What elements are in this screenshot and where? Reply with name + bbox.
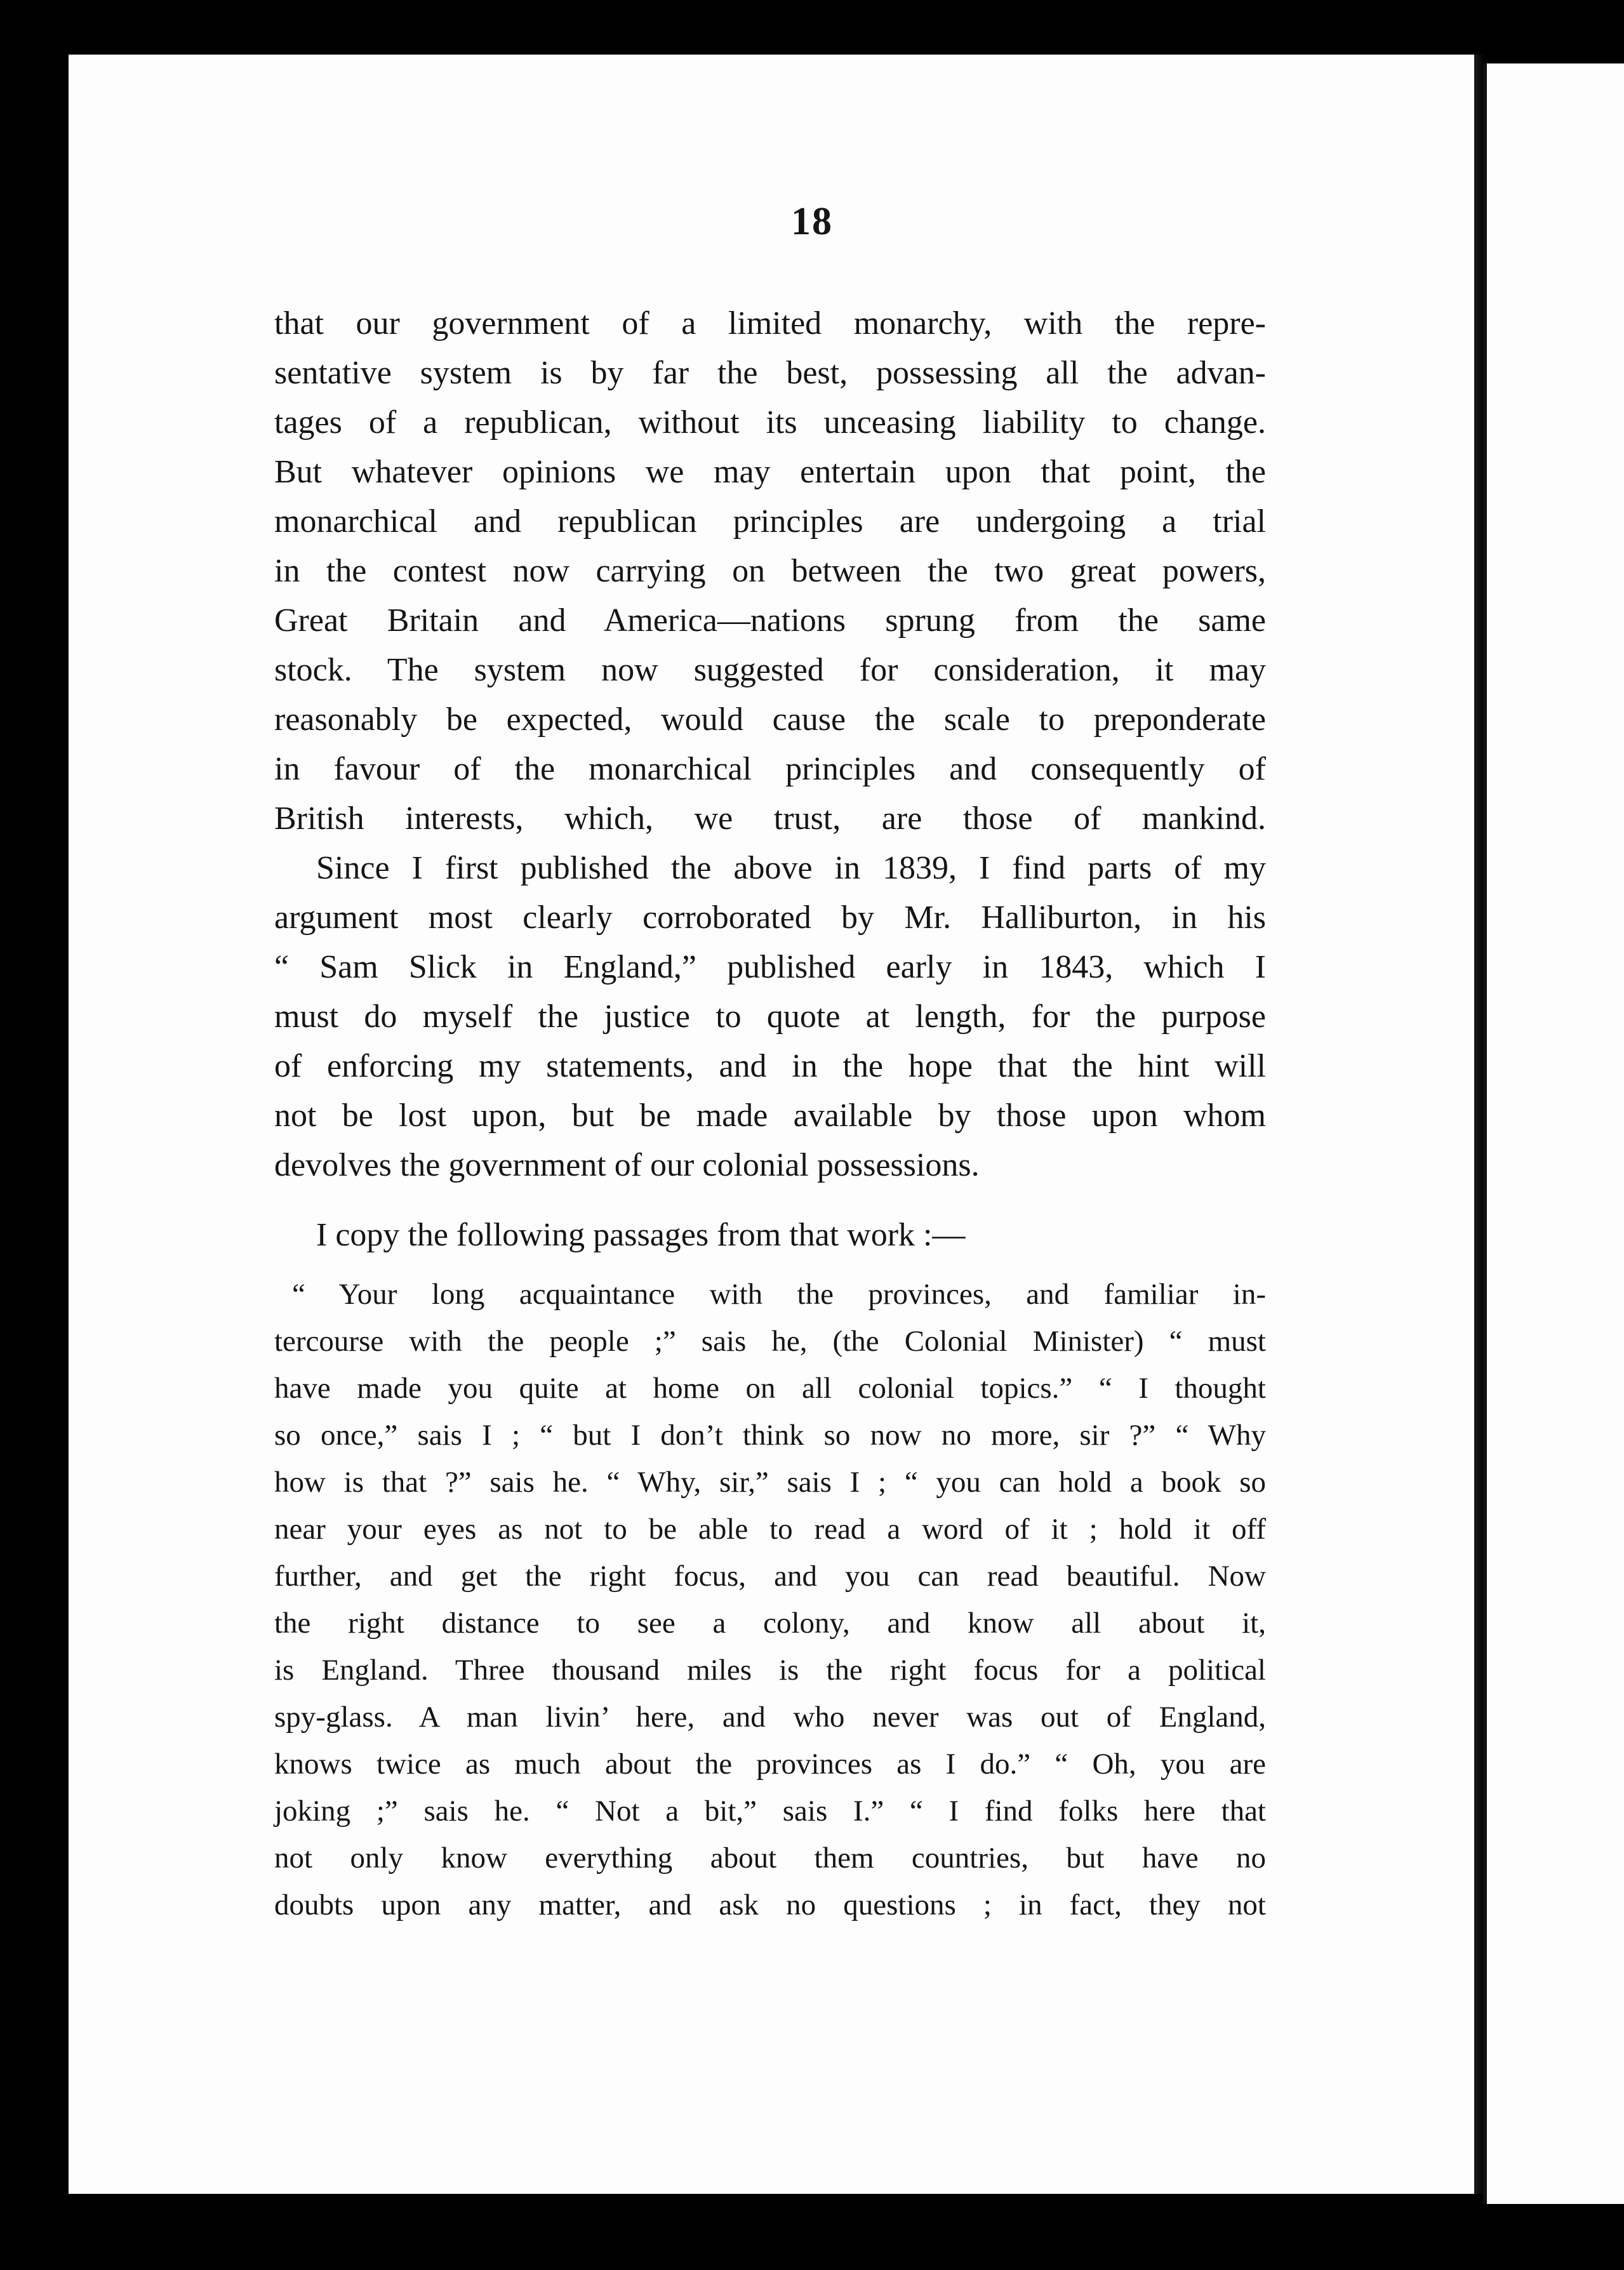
quote-line: so once,” sais I ; “ but I don’t think so now no more, sir ?” “ Why [274, 1419, 1266, 1452]
quote-line: tercourse with the people ;” sais he, (the Colonial Minister) “ must [274, 1325, 1266, 1358]
text-line: in the contest now carrying on between the two great powers, [274, 553, 1266, 589]
text-line: Great Britain and America—nations sprung from the same [274, 602, 1266, 639]
quote-line: “ Your long acquaintance with the provinces, and familiar in- [292, 1278, 1266, 1311]
quote-line: joking ;” sais he. “ Not a bit,” sais I.” “ I find folks here that [274, 1795, 1266, 1828]
text-line: I copy the following passages from that work :— [316, 1217, 966, 1253]
text-line: in favour of the monarchical principles and consequently of [274, 751, 1266, 787]
text-line: sentative system is by far the best, possessing all the advan- [274, 355, 1266, 391]
quote-line: further, and get the right focus, and you can read beautiful. Now [274, 1560, 1266, 1593]
quote-line: is England. Three thousand miles is the right focus for a political [274, 1654, 1266, 1687]
text-line: tages of a republican, without its unceasing liability to change. [274, 404, 1266, 441]
text-line: reasonably be expected, would cause the scale to preponderate [274, 701, 1266, 738]
quote-line: the right distance to see a colony, and know all about it, [274, 1607, 1266, 1640]
text-line: Since I first published the above in 1839, I find parts of my [316, 850, 1266, 886]
text-line: “ Sam Slick in England,” published early in 1843, which I [274, 949, 1266, 985]
book-gutter [1474, 55, 1483, 2194]
quote-line: knows twice as much about the provinces as I do.” “ Oh, you are [274, 1748, 1266, 1781]
text-line: of enforcing my statements, and in the hope that the hint will [274, 1048, 1266, 1084]
text-line: monarchical and republican principles are undergoing a trial [274, 503, 1266, 540]
page-number: 18 [791, 200, 833, 243]
quote-line: have made you quite at home on all colonial topics.” “ I thought [274, 1372, 1266, 1405]
text-line: But whatever opinions we may entertain upon that point, the [274, 454, 1266, 490]
text-line: devolves the government of our colonial possessions. [274, 1147, 980, 1183]
text-line: argument most clearly corroborated by Mr. Halliburton, in his [274, 899, 1266, 936]
facing-page-edge [1483, 63, 1624, 2204]
quote-line: not only know everything about them countries, but have no [274, 1842, 1266, 1875]
quote-line: near your eyes as not to be able to read a word of it ; hold it off [274, 1513, 1266, 1546]
quote-line: spy-glass. A man livin’ here, and who never was out of England, [274, 1701, 1266, 1734]
text-line: that our government of a limited monarchy, with the repre- [274, 305, 1266, 342]
text-line: must do myself the justice to quote at length, for the purpose [274, 999, 1266, 1035]
quote-line: doubts upon any matter, and ask no questions ; in fact, they not [274, 1888, 1266, 1922]
text-line: stock. The system now suggested for consideration, it may [274, 652, 1266, 688]
quote-line: how is that ?” sais he. “ Why, sir,” sais I ; “ you can hold a book so [274, 1466, 1266, 1499]
text-line: British interests, which, we trust, are those of mankind. [274, 800, 1266, 837]
text-line: not be lost upon, but be made available by those upon whom [274, 1098, 1266, 1134]
